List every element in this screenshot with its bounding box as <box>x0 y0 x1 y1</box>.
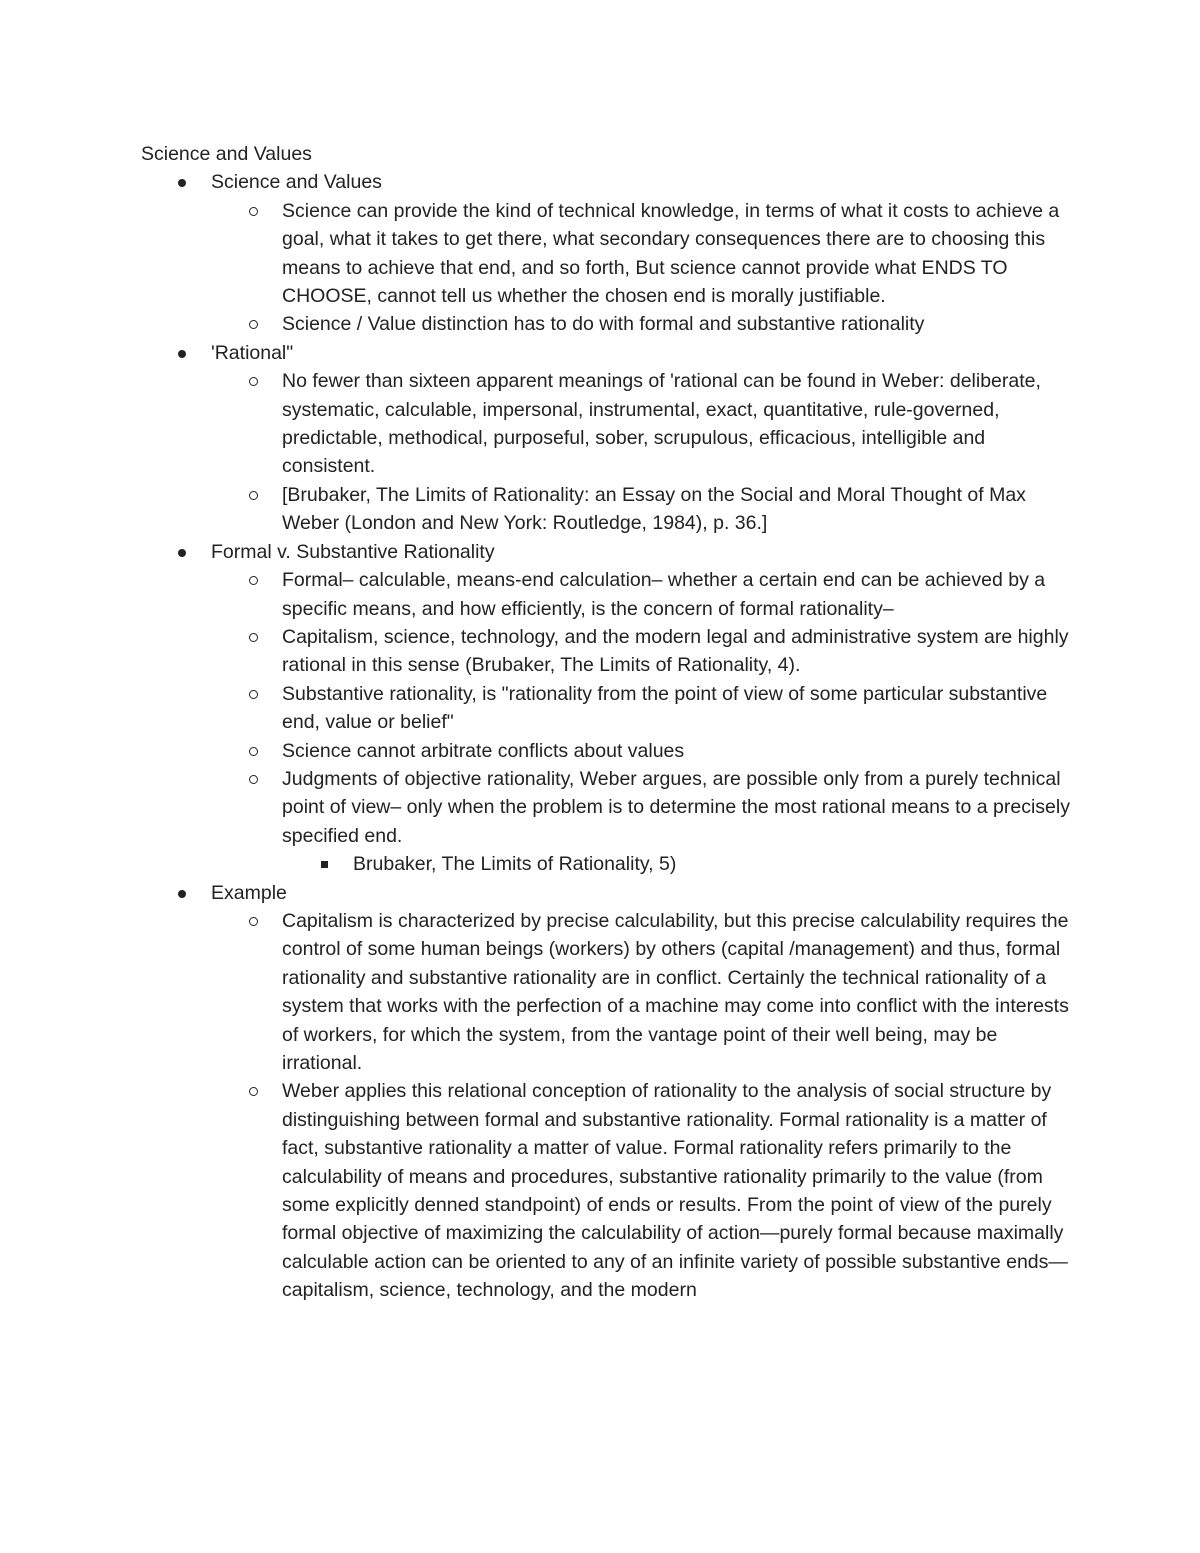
list-item <box>211 1077 1071 1304</box>
sub-list-item <box>282 850 1071 878</box>
section-heading: Science and Values <box>211 171 382 194</box>
section-example <box>141 879 1071 1305</box>
section-science-and-values <box>141 168 1071 338</box>
list-item <box>211 310 1071 338</box>
filled-circle-bullet-icon <box>178 350 186 358</box>
list-item <box>211 680 1071 737</box>
section-formal-v-substantive <box>141 538 1071 879</box>
filled-circle-bullet-icon <box>178 179 186 187</box>
hollow-circle-bullet-icon <box>249 576 258 585</box>
section-items <box>211 907 1071 1305</box>
list-item-text: Capitalism, science, technology, and the modern legal and administrative system are highly rational in this sense (Brubaker, The Limits of Rationality, 4). <box>282 625 1069 677</box>
hollow-circle-bullet-icon <box>249 207 258 216</box>
list-item-text: Weber applies this relational conception of rationality to the analysis of social structure by distinguishing between formal and substantive rationality. Formal rationality is a matter of fact, substantive rationality a matter of value. Formal rationality refers primarily to the calculability of means and procedures, substantive rationality primarily to the value (from some explicitly denned standpoint) of ends or results. From the point of view of the purely formal objective of maximizing the calculability of action—purely formal because maximally calculable action can be oriented to any of an infinite variety of possible substantive ends—capitalism, science, technology, and the modern <box>282 1080 1068 1302</box>
hollow-circle-bullet-icon <box>249 633 258 642</box>
list-item <box>211 737 1071 765</box>
section-items <box>211 367 1071 537</box>
list-item-text: Substantive rationality, is "rationality from the point of view of some particular substantive end, value or belief" <box>282 682 1048 734</box>
list-item-text: Science / Value distinction has to do with formal and substantive rationality <box>282 313 925 336</box>
list-item <box>211 566 1071 623</box>
sub-items <box>282 850 1071 878</box>
hollow-circle-bullet-icon <box>249 491 258 500</box>
list-item-text: [Brubaker, The Limits of Rationality: an Essay on the Social and Moral Thought of Max Weber (London and New York: Routledge, 1984), p. 36.] <box>282 483 1026 535</box>
sub-list-item-text: Brubaker, The Limits of Rationality, 5) <box>353 853 677 876</box>
list-item-text: Capitalism is characterized by precise calculability, but this precise calculability requires the control of some human beings (workers) by others (capital /management) and thus, formal rationality and substantive rationality are in conflict. Certainly the technical rationality of a system that works with the perfection of a machine may come into conflict with the interests of workers, for which the system, from the vantage point of their well being, may be irrational. <box>282 909 1069 1074</box>
hollow-circle-bullet-icon <box>249 377 258 386</box>
hollow-circle-bullet-icon <box>249 917 258 926</box>
document-page <box>141 140 1071 1305</box>
section-heading: Formal v. Substantive Rationality <box>211 540 495 563</box>
section-heading: 'Rational" <box>211 341 294 364</box>
hollow-circle-bullet-icon <box>249 747 258 756</box>
outline-list <box>141 168 1071 1304</box>
list-item <box>211 197 1071 311</box>
section-items <box>211 566 1071 878</box>
filled-square-bullet-icon <box>321 861 328 868</box>
list-item-text: Judgments of objective rationality, Weber argues, are possible only from a purely technical point of view– only when the problem is to determine the most rational means to a precisely specified end. <box>282 767 1070 847</box>
hollow-circle-bullet-icon <box>249 320 258 329</box>
section-items <box>211 197 1071 339</box>
hollow-circle-bullet-icon <box>249 1087 258 1096</box>
list-item-text: Science cannot arbitrate conflicts about values <box>282 739 685 762</box>
list-item-text: No fewer than sixteen apparent meanings of 'rational can be found in Weber: deliberate, systematic, calculable, impersonal, instrumental, exact, quantitative, rule-governed, predictable, methodical, purposeful, sober, scrupulous, efficacious, intelligible and consistent. <box>282 370 1041 478</box>
list-item <box>211 367 1071 481</box>
section-rational <box>141 339 1071 538</box>
list-item <box>211 765 1071 879</box>
list-item <box>211 907 1071 1077</box>
list-item <box>211 623 1071 680</box>
filled-circle-bullet-icon <box>178 549 186 557</box>
list-item-text: Science can provide the kind of technical knowledge, in terms of what it costs to achieve a goal, what it takes to get there, what secondary consequences there are to choosing this means to achieve that end, and so forth, But science cannot provide what ENDS TO CHOOSE, cannot tell us whether the chosen end is morally justifiable. <box>282 199 1060 308</box>
section-heading: Example <box>211 881 287 904</box>
list-item-text: Formal– calculable, means-end calculation– whether a certain end can be achieved by a specific means, and how efficiently, is the concern of formal rationality– <box>282 569 1046 620</box>
hollow-circle-bullet-icon <box>249 775 258 784</box>
hollow-circle-bullet-icon <box>249 690 258 699</box>
document-title: Science and Values <box>141 143 312 165</box>
filled-circle-bullet-icon <box>178 890 186 898</box>
list-item <box>211 481 1071 538</box>
